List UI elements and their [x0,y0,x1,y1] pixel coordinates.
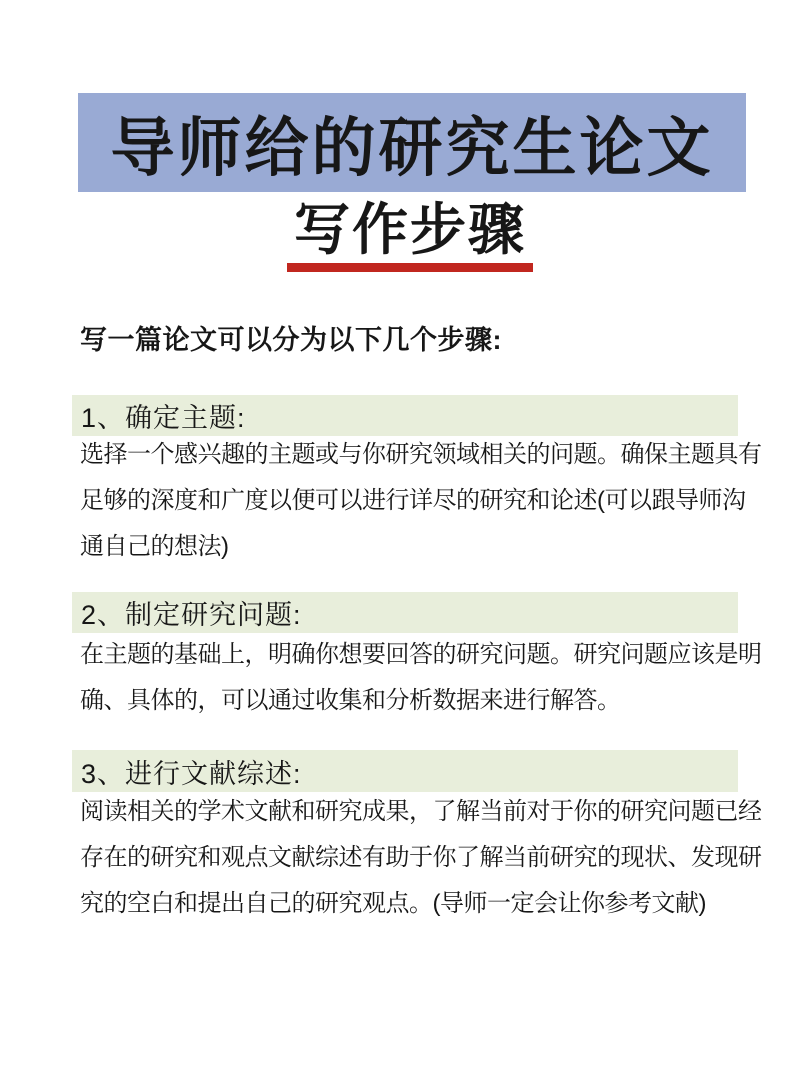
step-3-line-1: 阅读相关的学术文献和研究成果，了解当前对于你的研究问题已经 [80,798,762,825]
step-3-heading: 3、进行文献综述: [72,750,738,792]
page-title: 导师给的研究生论文 [110,111,714,184]
page-subtitle: 写作步骤 [294,198,526,261]
step-2-body [80,632,770,724]
intro-line: 写一篇论文可以分为以下几个步骤: [80,325,502,355]
step-1-heading: 1、确定主题: [72,395,738,436]
step-1-body [80,432,770,570]
step-3-line-3: 究的空白和提出自己的研究观点。(导师一定会让你参考文献) [80,890,706,917]
step-3-body [80,789,770,927]
step-3-line-2: 存在的研究和观点文献综述有助于你了解当前研究的现状、发现研 [80,844,762,871]
step-2-heading: 2、制定研究问题: [72,592,738,633]
step-2-line-2: 确、具体的，可以通过收集和分析数据来进行解答。 [80,687,621,714]
step-1-line-1: 选择一个感兴趣的主题或与你研究领域相关的问题。确保主题具有 [80,441,762,468]
step-1-line-2: 足够的深度和广度以便可以进行详尽的研究和论述(可以跟导师沟 [80,487,746,514]
title-banner [78,93,746,192]
subtitle-underline [287,263,533,272]
step-1-line-3: 通自己的想法) [80,533,229,560]
step-2-line-1: 在主题的基础上，明确你想要回答的研究问题。研究问题应该是明 [80,641,762,668]
subtitle-block [10,198,800,272]
